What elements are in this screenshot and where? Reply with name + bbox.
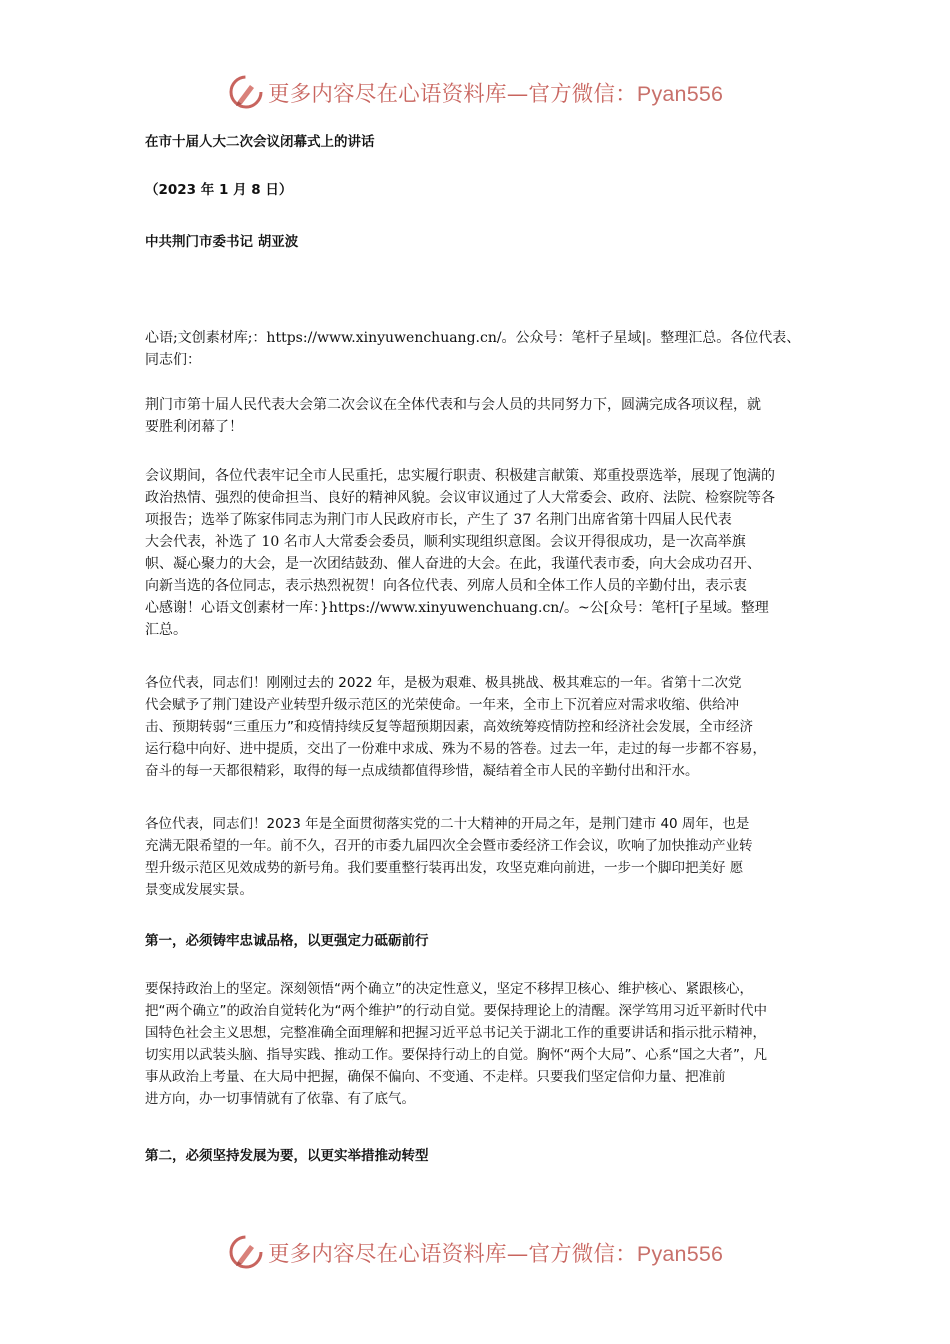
watermark-text: 更多内容尽在心语资料库—官方微信：Pyan556 — [268, 81, 724, 107]
paragraph-2023-outlook: 各位代表，同志们！2023 年是全面贯彻落实党的二十大精神的开局之年，是荆门建市 40 周年，也是 充满无限希望的一年。前不久，召开的市委九届四次全会暨市委经济工作会议，吹响了加快推动产业转 型升级示范区见效成势的新号角。我们要重整行装再出发，攻坚克难向前进，一步一个脚印把美好 愿 景变成发展实景。 — [145, 816, 753, 898]
paragraph-political-loyalty: 要保持政治上的坚定。深刻领悟“两个确立”的决定性意义，坚定不移捍卫核心、维护核心、紧跟核心， 把“两个确立”的政治自觉转化为“两个维护”的行动自觉。要保持理论上的清醒。深学笃用习近平新时代中 国特色社会主义思想，完整准确全面理解和把握习近平总书记关于湖北工作的重要讲话和指示批示精神， 切实用以武装头脑、指导实践、推动工作。要保持行动上的自觉。胸怀“两个大局”、心系“国之大者”，凡 事从政治上考量、在大局中把握，确保不偏向、不变通、不走样。只要我们坚定信仰力量、把准前 进方向，办一切事情就有了依靠、有了底气。 — [145, 981, 767, 1107]
paragraph-greeting: 心语;文创素材库;：https://www.xinyuwenchuang.cn/。公众号：笔杆子星域|。整理汇总。各位代表、 同志们： — [145, 330, 801, 368]
document-author: 中共荆门市委书记 胡亚波 — [145, 234, 299, 250]
paragraph-meeting-summary: 会议期间，各位代表牢记全市人民重托，忠实履行职责、积极建言献策、郑重投票选举，展现了饱满的 政治热情、强烈的使命担当、良好的精神风貌。会议审议通过了人大常委会、政府、法院、检察院等各 项报告；选举了陈家伟同志为荆门市人民政府市长，产生了 37 名荆门出席省第十四届人民代表 大会代表，补选了 10 名市人大常委会委员，顺利实现组织意图。会议开得很成功，是一次高举旗 帜、凝心聚力的大会，是一次团结鼓劲、催人奋进的大会。在此，我谨代表市委，向大会成功召开、 向新当选的各位同志，表示热烈祝贺！向各位代表、列席人员和全体工作人员的辛勤付出，表示衷 心感谢！心语文创素材一库：}https://www.xinyuwenchuang.cn/。~公[众号：笔杆[子星域。整理 汇总。 — [145, 468, 775, 638]
watermark-banner-top — [228, 72, 748, 112]
document-date: （2023 年 1 月 8 日） — [145, 182, 293, 198]
watermark-text: 更多内容尽在心语资料库—官方微信：Pyan556 — [268, 1241, 724, 1267]
paragraph-2022-review: 各位代表，同志们！刚刚过去的 2022 年，是极为艰难、极具挑战、极其难忘的一年。省第十二次党 代会赋予了荆门建设产业转型升级示范区的光荣使命。一年来，全市上下沉着应对需求收缩、供给冲 击、预期转弱“三重压力”和疫情持续反复等超预期因素，高效统筹疫情防控和经济社会发展，全市经济 运行稳中向好、进中提质，交出了一份难中求成、殊为不易的答卷。过去一年，走过的每一步都不容易， 奋斗的每一天都很精彩，取得的每一点成绩都值得珍惜，凝结着全市人民的辛勤付出和汗水。 — [145, 675, 766, 779]
section-heading-1: 第一，必须铸牢忠诚品格，以更强定力砥砺前行 — [145, 933, 429, 949]
pen-logo-icon — [228, 1234, 264, 1270]
watermark-banner-bottom — [228, 1232, 748, 1272]
document-title: 在市十届人大二次会议闭幕式上的讲话 — [145, 134, 375, 150]
pen-logo-icon — [228, 74, 264, 110]
section-heading-2: 第二，必须坚持发展为要，以更实举措推动转型 — [145, 1148, 429, 1164]
paragraph-opening: 荆门市第十届人民代表大会第二次会议在全体代表和与会人员的共同努力下，圆满完成各项议程，就 要胜利闭幕了！ — [145, 397, 761, 435]
